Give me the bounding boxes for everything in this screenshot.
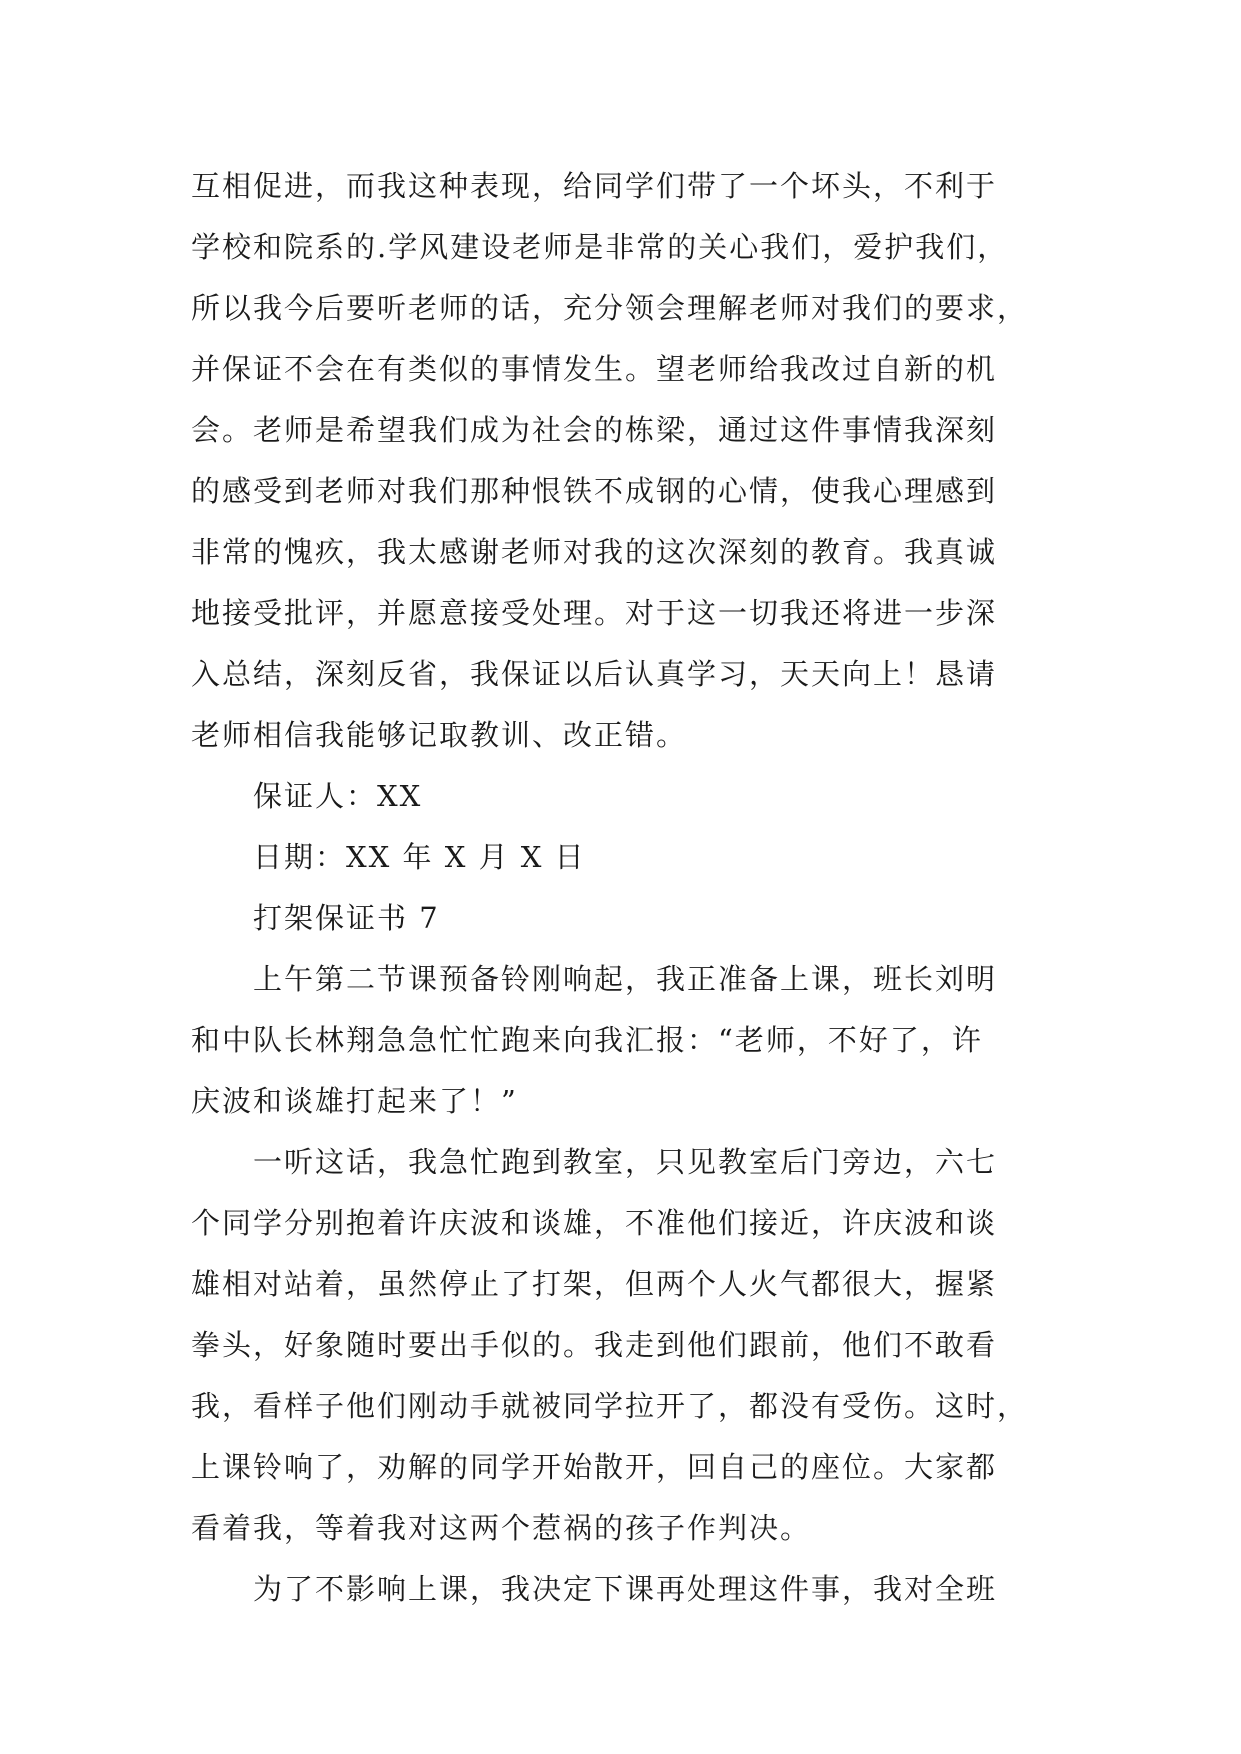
text-line: 会。老师是希望我们成为社会的栋梁，通过这件事情我深刻 bbox=[191, 413, 998, 447]
text-line: 的感受到老师对我们那种恨铁不成钢的心情，使我心理感到 bbox=[191, 474, 998, 508]
text-line: 拳头，好象随时要出手似的。我走到他们跟前，他们不敢看 bbox=[191, 1328, 998, 1362]
text-line: 我，看样子他们刚动手就被同学拉开了，都没有受伤。这时， bbox=[191, 1389, 1029, 1423]
text-line: 上课铃响了，劝解的同学开始散开，回自己的座位。大家都 bbox=[191, 1450, 998, 1484]
text-line: 保证人：XX bbox=[253, 779, 423, 813]
text-line: 和中队长林翔急急忙忙跑来向我汇报：“老师，不好了，许 bbox=[191, 1023, 983, 1057]
text-line: 所以我今后要听老师的话，充分领会理解老师对我们的要求， bbox=[191, 291, 1029, 325]
text-line: 地接受批评，并愿意接受处理。对于这一切我还将进一步深 bbox=[191, 596, 998, 630]
text-line: 入总结，深刻反省，我保证以后认真学习，天天向上！恳请 bbox=[191, 657, 998, 691]
text-line: 学校和院系的.学风建设老师是非常的关心我们，爱护我们， bbox=[191, 230, 1009, 264]
text-line: 雄相对站着，虽然停止了打架，但两个人火气都很大，握紧 bbox=[191, 1267, 998, 1301]
text-line: 日期：XX 年 X 月 X 日 bbox=[253, 840, 586, 874]
text-line: 非常的愧疚，我太感谢老师对我的这次深刻的教育。我真诚 bbox=[191, 535, 998, 569]
text-line: 看着我，等着我对这两个惹祸的孩子作判决。 bbox=[191, 1511, 812, 1545]
text-line: 上午第二节课预备铃刚响起，我正准备上课，班长刘明 bbox=[253, 962, 998, 996]
text-line: 互相促进，而我这种表现，给同学们带了一个坏头，不利于 bbox=[191, 169, 998, 203]
text-line: 并保证不会在有类似的事情发生。望老师给我改过自新的机 bbox=[191, 352, 998, 386]
text-line: 老师相信我能够记取教训、改正错。 bbox=[191, 718, 688, 752]
body-text bbox=[191, 156, 1071, 1620]
text-line: 庆波和谈雄打起来了！” bbox=[191, 1084, 518, 1118]
text-line: 个同学分别抱着许庆波和谈雄，不准他们接近，许庆波和谈 bbox=[191, 1206, 998, 1240]
text-line: 为了不影响上课，我决定下课再处理这件事，我对全班 bbox=[253, 1572, 998, 1606]
text-line: 一听这话，我急忙跑到教室，只见教室后门旁边，六七 bbox=[253, 1145, 998, 1179]
text-line: 打架保证书 7 bbox=[253, 901, 440, 935]
